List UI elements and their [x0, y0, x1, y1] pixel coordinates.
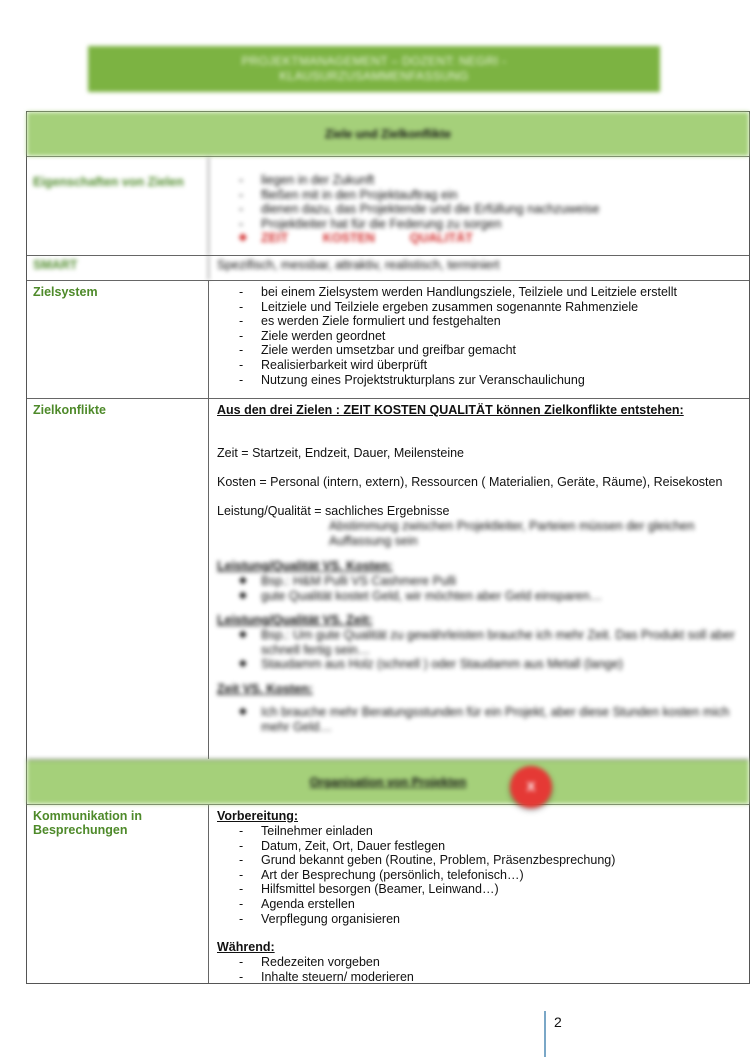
abstimmung-line1: Abstimmung zwischen Projektleiter, Parteien müssen der gleichen — [329, 519, 695, 533]
zeit-definition: Zeit = Startzeit, Endzeit, Dauer, Meilensteine — [217, 446, 464, 460]
row-label-eigenschaften: Eigenschaften von Zielen — [27, 157, 209, 255]
leistung-definition: Leistung/Qualität = sachliches Ergebnisse — [217, 504, 450, 518]
page-number: 2 — [544, 1011, 562, 1057]
list-item: - Hilfsmittel besorgen (Beamer, Leinwand…) — [217, 882, 741, 897]
section-header-ziele: Ziele und Zielkonflikte — [27, 112, 749, 156]
row-content-zielsystem — [209, 281, 749, 398]
list-item: - Ziele werden geordnet — [217, 329, 741, 344]
list-item: ◆ Ich brauche mehr Beratungsstunden für ein Projekt, aber diese Stunden kosten mich mehr Geld… — [217, 705, 741, 734]
list-item: - Datum, Zeit, Ort, Dauer festlegen — [217, 839, 741, 854]
zielkonflikte-heading: Aus den drei Zielen : ZEIT KOSTEN QUALITÄT können Zielkonflikte entstehen: — [217, 403, 684, 417]
conflict-title: Leistung/Qualität VS. Zeit: — [217, 613, 373, 628]
abstimmung-line2: Auffassung sein — [329, 534, 418, 548]
row-content-eigenschaften — [209, 157, 749, 255]
list-item: - dienen dazu, das Projektende und die Erfüllung nachzuweise — [217, 202, 741, 217]
blurred-conflicts-block — [217, 519, 741, 734]
list-item: - Grund bekannt geben (Routine, Problem, Präsenzbesprechung) — [217, 853, 741, 868]
row-label-kommunikation: Kommunikation in Besprechungen — [27, 805, 209, 983]
waehrend-title: Während: — [217, 940, 275, 955]
kosten-definition: Kosten = Personal (intern, extern), Ressourcen ( Materialien, Geräte, Räume), Reisekosten — [217, 475, 723, 489]
document-title-line1: PROJEKTMANAGEMENT – DOZENT: NEGRI - — [241, 54, 507, 68]
conflict-title: Zeit VS. Kosten: — [217, 681, 313, 696]
list-item: ◆ Bsp.: H&M Pulli VS Cashmere Pulli — [217, 574, 741, 589]
document-title-banner — [88, 46, 660, 92]
section-title-organisation: Organisation von Projekten — [309, 775, 467, 789]
list-item: ◆ gute Qualität kostet Geld, wir möchten aber Geld einsparen… — [217, 589, 741, 604]
list-item: - Art der Besprechung (persönlich, telefonisch…) — [217, 868, 741, 883]
row-zielkonflikte — [27, 398, 749, 759]
list-item-highlight: ◆ ZEIT KOSTEN QUALITÄT — [217, 231, 741, 246]
row-label-smart: SMART — [27, 256, 209, 280]
row-zielsystem — [27, 280, 749, 398]
list-item: - fließen mit in den Projektauftrag ein — [217, 188, 741, 203]
row-content-smart: Spezifisch, messbar, attraktiv, realistisch, terminiert — [217, 258, 500, 272]
row-eigenschaften — [27, 156, 749, 255]
list-item: ◆ Bsp.: Um gute Qualität zu gewährleisten brauche ich mehr Zeit. Das Produkt soll aber schnell fertig sein… — [217, 628, 741, 657]
list-item: - es werden Ziele formuliert und festgehalten — [217, 314, 741, 329]
list-item: - Leitziele und Teilziele ergeben zusammen sogenannte Rahmenziele — [217, 300, 741, 315]
list-item: - Redezeiten vorgeben — [217, 955, 741, 970]
list-item: - Projektleiter hat für die Federung zu sorgen — [217, 217, 741, 232]
summary-table — [26, 111, 750, 984]
list-item: - Realisierbarkeit wird überprüft — [217, 358, 741, 373]
list-item: - bei einem Zielsystem werden Handlungsziele, Teilziele und Leitziele erstellt — [217, 285, 741, 300]
row-kommunikation — [27, 804, 749, 983]
row-label-zielsystem: Zielsystem — [27, 281, 209, 398]
red-circle-badge: X — [510, 766, 552, 808]
document-title-line2: KLAUSURZUSAMMENFASSUNG — [279, 69, 469, 83]
conflict-title: Leistung/Qualität VS. Kosten: — [217, 559, 393, 573]
row-label-zielkonflikte: Zielkonflikte — [27, 399, 209, 759]
list-item: - Verpflegung organisieren — [217, 912, 741, 927]
list-item: - Nutzung eines Projektstrukturplans zur Veranschaulichung — [217, 373, 741, 388]
row-content-zielkonflikte — [209, 399, 749, 759]
list-item: - Ziele werden umsetzbar und greifbar gemacht — [217, 343, 741, 358]
vorbereitung-title: Vorbereitung: — [217, 809, 299, 823]
list-item: - liegen in der Zukunft — [217, 173, 741, 188]
section-header-organisation — [27, 759, 749, 804]
list-item: - Teilnehmer einladen — [217, 824, 741, 839]
row-content-kommunikation — [209, 805, 749, 983]
list-item: ◆ Staudamm aus Holz (schnell ) oder Staudamm aus Metall (lange) — [217, 657, 741, 672]
list-item: - Inhalte steuern/ moderieren — [217, 970, 741, 985]
list-item: - Agenda erstellen — [217, 897, 741, 912]
row-smart — [27, 255, 749, 280]
